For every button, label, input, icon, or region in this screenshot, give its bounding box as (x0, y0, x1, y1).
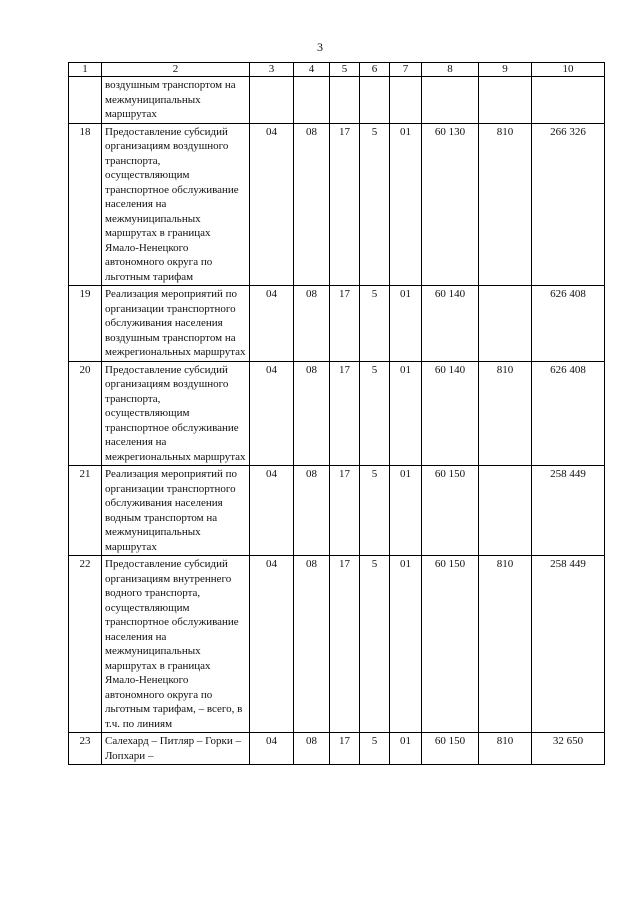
cell-col5: 17 (330, 123, 360, 286)
cell-col10: 32 650 (532, 733, 605, 765)
row-number: 19 (69, 286, 102, 362)
cell-col9 (479, 77, 532, 124)
cell-col5: 17 (330, 556, 360, 733)
row-number: 20 (69, 361, 102, 466)
cell-col4: 08 (294, 361, 330, 466)
cell-col7: 01 (390, 123, 422, 286)
cell-col4: 08 (294, 556, 330, 733)
cell-col8: 60 150 (422, 556, 479, 733)
row-number: 18 (69, 123, 102, 286)
header-cell: 3 (250, 63, 294, 77)
page-number: 3 (317, 40, 323, 54)
cell-col8: 60 140 (422, 361, 479, 466)
header-cell: 1 (69, 63, 102, 77)
cell-col3: 04 (250, 556, 294, 733)
cell-col10 (532, 77, 605, 124)
row-description: Предоставление субсидий организациям внутреннего водного транспорта, осуществляющим транспортное обслуживание населения на межмуниципальных маршрутах в границах Ямало-Ненецкого автономного округа по льготным тарифам, – всего, в т.ч. по линиям (102, 556, 250, 733)
cell-col3: 04 (250, 466, 294, 556)
cell-col6: 5 (360, 556, 390, 733)
row-number (69, 77, 102, 124)
cell-col3: 04 (250, 123, 294, 286)
cell-col7: 01 (390, 733, 422, 765)
cell-col10: 258 449 (532, 466, 605, 556)
cell-col6: 5 (360, 123, 390, 286)
cell-col6 (360, 77, 390, 124)
row-description: Салехард – Питляр – Горки – Лопхари – (102, 733, 250, 765)
cell-col3 (250, 77, 294, 124)
cell-col3: 04 (250, 361, 294, 466)
cell-col7: 01 (390, 361, 422, 466)
cell-col5 (330, 77, 360, 124)
header-cell: 2 (102, 63, 250, 77)
cell-col8: 60 150 (422, 733, 479, 765)
cell-col9 (479, 286, 532, 362)
table-row (69, 733, 605, 765)
cell-col10: 626 408 (532, 361, 605, 466)
header-cell: 8 (422, 63, 479, 77)
cell-col9: 810 (479, 361, 532, 466)
cell-col8: 60 130 (422, 123, 479, 286)
header-cell: 9 (479, 63, 532, 77)
row-description: Реализация мероприятий по организации транспортного обслуживания населения воздушным транспортом на межрегиональных маршрутах (102, 286, 250, 362)
cell-col8 (422, 77, 479, 124)
cell-col5: 17 (330, 733, 360, 765)
table-row (69, 77, 605, 124)
row-description: Предоставление субсидий организациям воздушного транспорта, осуществляющим транспортное обслуживание населения на межмуниципальных маршрутах в границах Ямало-Ненецкого автономного округа по льготным тарифам (102, 123, 250, 286)
table-row (69, 123, 605, 286)
header-cell: 10 (532, 63, 605, 77)
cell-col10: 266 326 (532, 123, 605, 286)
cell-col5: 17 (330, 286, 360, 362)
row-description: Реализация мероприятий по организации транспортного обслуживания населения водным транспортом на межмуниципальных маршрутах (102, 466, 250, 556)
cell-col10: 258 449 (532, 556, 605, 733)
table-row (69, 556, 605, 733)
cell-col7: 01 (390, 466, 422, 556)
cell-col7: 01 (390, 556, 422, 733)
cell-col9: 810 (479, 733, 532, 765)
row-number: 23 (69, 733, 102, 765)
cell-col4: 08 (294, 733, 330, 765)
table-row (69, 466, 605, 556)
header-cell: 5 (330, 63, 360, 77)
cell-col5: 17 (330, 361, 360, 466)
row-number: 22 (69, 556, 102, 733)
table-row (69, 286, 605, 362)
header-cell: 7 (390, 63, 422, 77)
cell-col4: 08 (294, 123, 330, 286)
cell-col4: 08 (294, 286, 330, 362)
cell-col9: 810 (479, 556, 532, 733)
cell-col3: 04 (250, 733, 294, 765)
cell-col10: 626 408 (532, 286, 605, 362)
cell-col4 (294, 77, 330, 124)
cell-col5: 17 (330, 466, 360, 556)
cell-col6: 5 (360, 286, 390, 362)
cell-col4: 08 (294, 466, 330, 556)
cell-col6: 5 (360, 733, 390, 765)
table-row (69, 361, 605, 466)
header-cell: 6 (360, 63, 390, 77)
cell-col9: 810 (479, 123, 532, 286)
cell-col7 (390, 77, 422, 124)
row-description: Предоставление субсидий организациям воздушного транспорта, осуществляющим транспортное обслуживание населения на межрегиональных маршрутах (102, 361, 250, 466)
cell-col8: 60 140 (422, 286, 479, 362)
header-cell: 4 (294, 63, 330, 77)
cell-col7: 01 (390, 286, 422, 362)
cell-col6: 5 (360, 361, 390, 466)
cell-col8: 60 150 (422, 466, 479, 556)
cell-col6: 5 (360, 466, 390, 556)
table-header-row (69, 63, 605, 77)
budget-table (68, 62, 605, 765)
cell-col3: 04 (250, 286, 294, 362)
cell-col9 (479, 466, 532, 556)
row-number: 21 (69, 466, 102, 556)
row-description: воздушным транспортом на межмуниципальных маршрутах (102, 77, 250, 124)
